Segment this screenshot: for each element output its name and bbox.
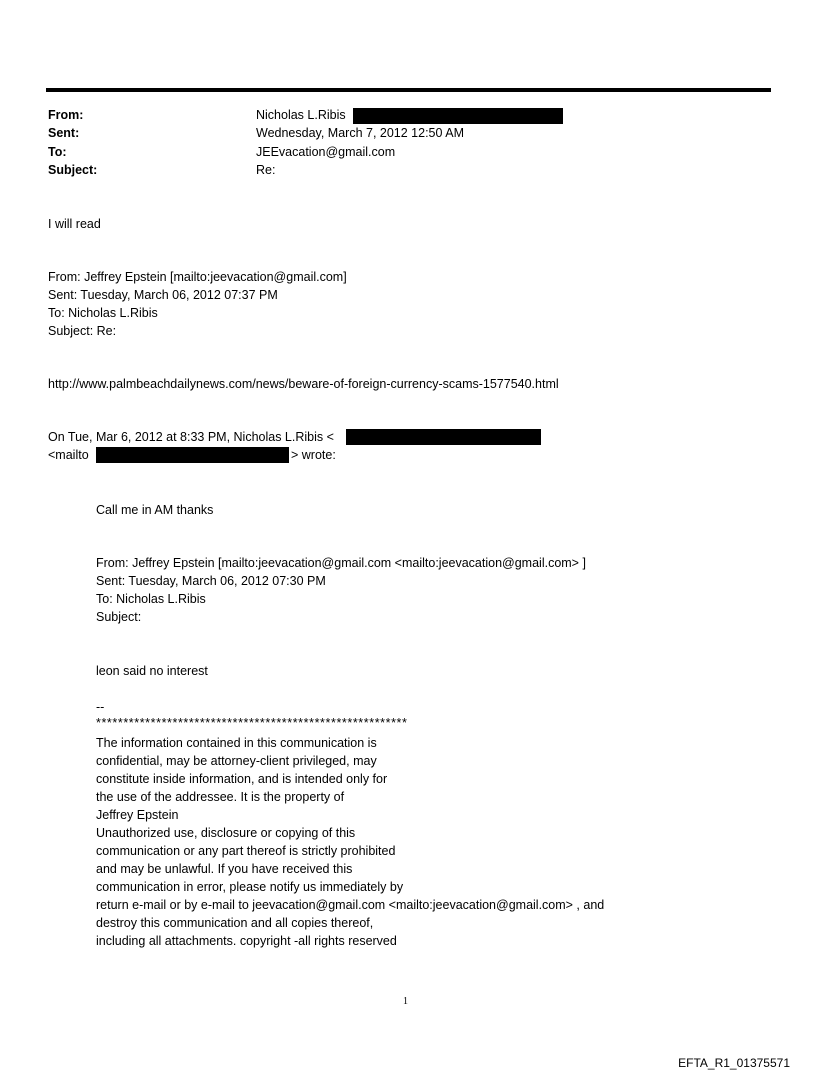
attribution-line-1: On Tue, Mar 6, 2012 at 8:33 PM, Nicholas L.Ribis < xyxy=(48,430,334,444)
from-value: Nicholas L.Ribis xyxy=(256,108,346,122)
quoted-from: From: Jeffrey Epstein [mailto:jeevacation@gmail.com] xyxy=(48,270,347,284)
disclaimer-line: constitute inside information, and is intended only for xyxy=(96,772,388,786)
nested-to: To: Nicholas L.Ribis xyxy=(96,592,206,606)
bates-number: EFTA_R1_01375571 xyxy=(678,1056,790,1070)
from-label: From: xyxy=(48,108,84,122)
disclaimer-line: destroy this communication and all copies thereof, xyxy=(96,916,374,930)
signature-stars: ********************************************************* xyxy=(96,716,408,730)
disclaimer-line: and may be unlawful. If you have received this xyxy=(96,862,353,876)
nested-from: From: Jeffrey Epstein [mailto:jeevacation@gmail.com <mailto:jeevacation@gmail.com> ] xyxy=(96,556,586,570)
disclaimer-line: confidential, may be attorney-client privileged, may xyxy=(96,754,377,768)
sent-label: Sent: xyxy=(48,126,80,140)
header-rule xyxy=(46,88,771,92)
subject-value: Re: xyxy=(256,163,276,177)
nested-subject: Subject: xyxy=(96,610,142,624)
redaction-from-email xyxy=(353,108,563,124)
redaction-mailto-email xyxy=(96,447,289,463)
nested-sent: Sent: Tuesday, March 06, 2012 07:30 PM xyxy=(96,574,326,588)
redaction-attribution-email xyxy=(346,429,541,445)
sent-value: Wednesday, March 7, 2012 12:50 AM xyxy=(256,126,464,140)
disclaimer-line: The information contained in this communication is xyxy=(96,736,377,750)
to-label: To: xyxy=(48,145,67,159)
to-value: JEEvacation@gmail.com xyxy=(256,145,396,159)
signature-dash: -- xyxy=(96,700,105,714)
attribution-mailto-prefix: <mailto xyxy=(48,448,89,462)
nested-message: leon said no interest xyxy=(96,664,208,678)
subject-label: Subject: xyxy=(48,163,98,177)
quoted-subject: Subject: Re: xyxy=(48,324,117,338)
disclaimer-line: the use of the addressee. It is the property of xyxy=(96,790,345,804)
attribution-wrote: > wrote: xyxy=(291,448,336,462)
article-link[interactable]: http://www.palmbeachdailynews.com/news/beware-of-foreign-currency-scams-1577540.html xyxy=(48,377,559,391)
disclaimer-line: including all attachments. copyright -all rights reserved xyxy=(96,934,397,948)
disclaimer-line: Jeffrey Epstein xyxy=(96,808,179,822)
disclaimer-line: communication in error, please notify us immediately by xyxy=(96,880,404,894)
reply-body: I will read xyxy=(48,217,101,231)
quoted-sent: Sent: Tuesday, March 06, 2012 07:37 PM xyxy=(48,288,278,302)
disclaimer-line: Unauthorized use, disclosure or copying of this xyxy=(96,826,356,840)
page-number: 1 xyxy=(403,996,408,1007)
quoted-to: To: Nicholas L.Ribis xyxy=(48,306,158,320)
nested-body: Call me in AM thanks xyxy=(96,503,214,517)
disclaimer-line: return e-mail or by e-mail to jeevacation@gmail.com <mailto:jeevacation@gmail.com> , and xyxy=(96,898,605,912)
disclaimer-line: communication or any part thereof is strictly prohibited xyxy=(96,844,396,858)
